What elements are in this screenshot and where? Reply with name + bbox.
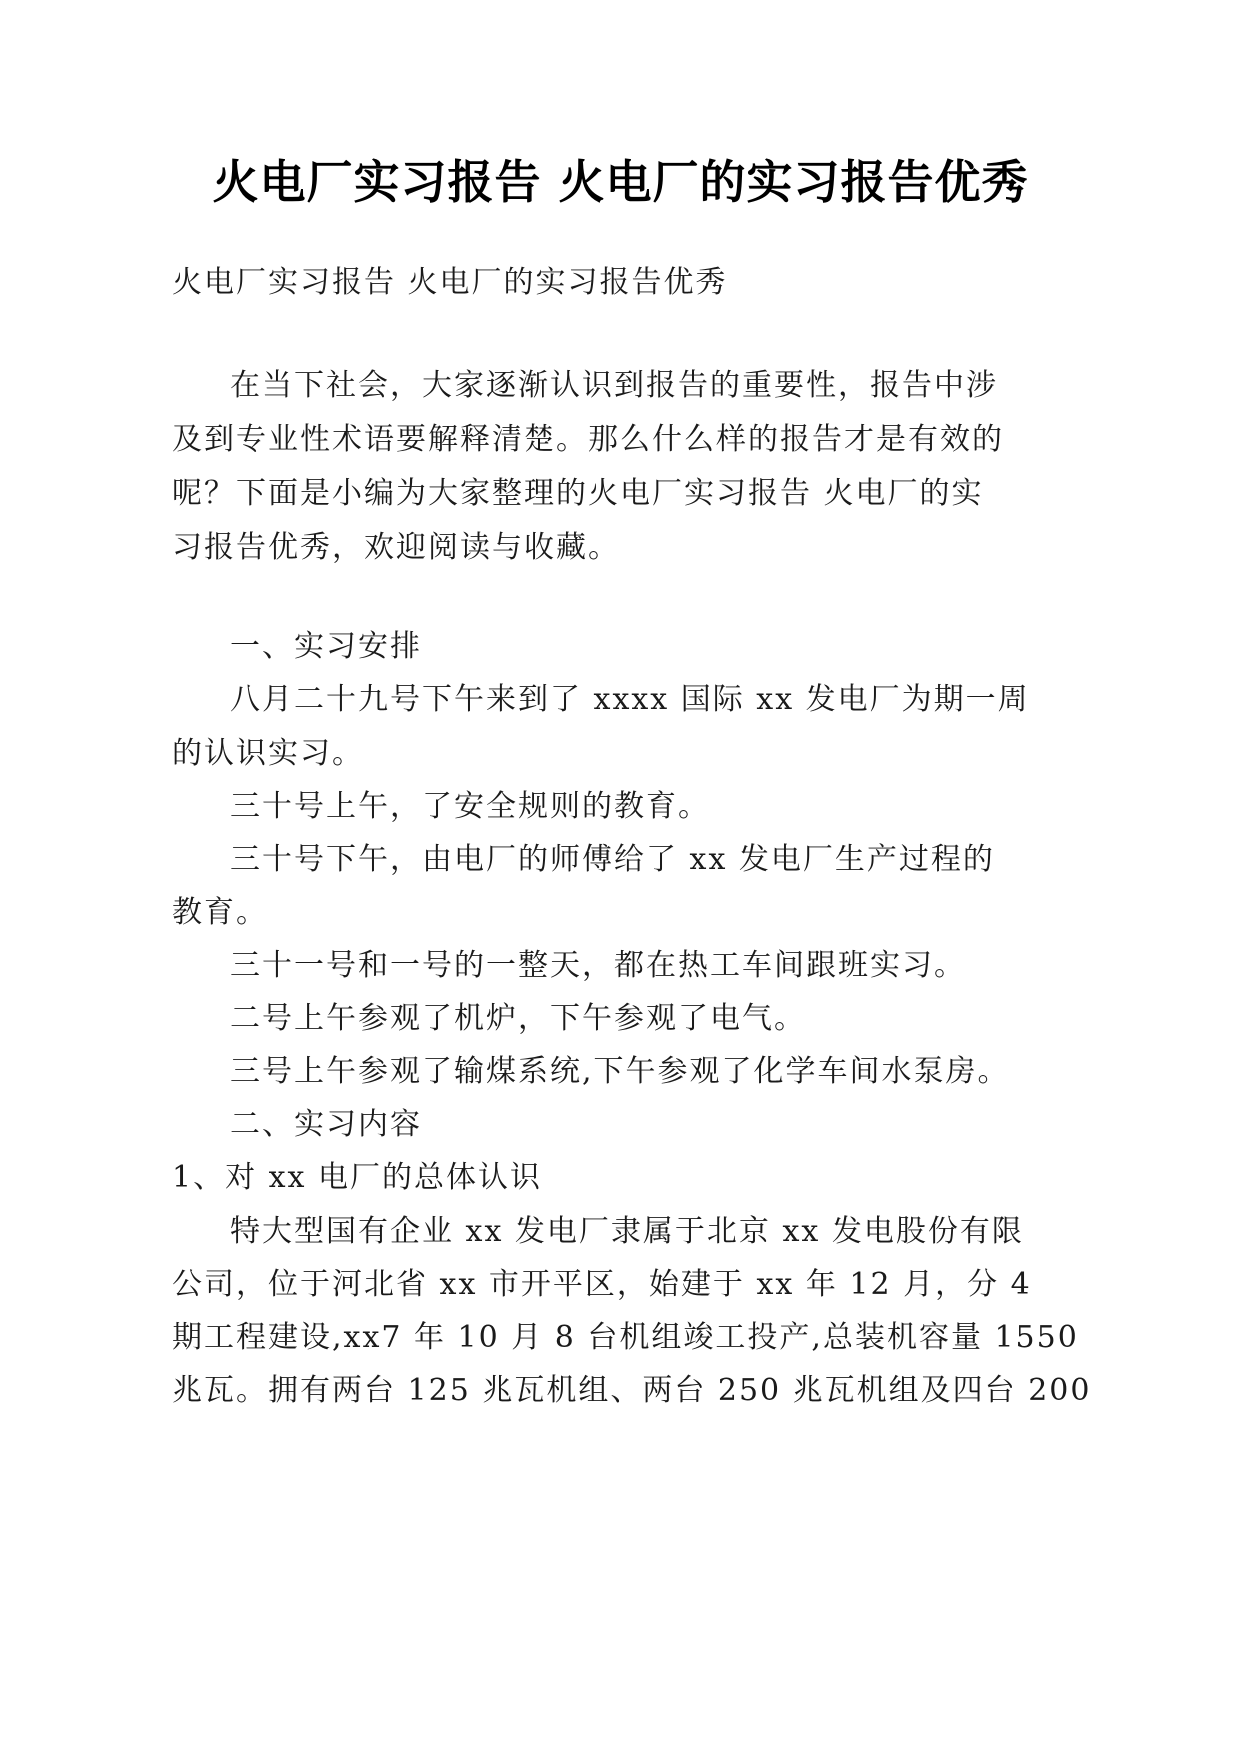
document-title: 火电厂实习报告 火电厂的实习报告优秀 — [212, 155, 1029, 209]
section1-p1-line1: 八月二十九号下午来到了 xxxx 国际 xx 发电厂为期一周 — [230, 682, 1030, 717]
intro-line-4: 习报告优秀，欢迎阅读与收藏。 — [172, 530, 620, 565]
section1-p2: 三十号上午，了安全规则的教育。 — [230, 789, 710, 824]
section1-p6: 三号上午参观了输煤系统,下午参观了化学车间水泵房。 — [230, 1054, 1010, 1089]
section1-heading: 一、实习安排 — [230, 629, 422, 664]
intro-line-1: 在当下社会，大家逐渐认识到报告的重要性，报告中涉 — [230, 368, 998, 403]
section2-p1-line4: 兆瓦。拥有两台 125 兆瓦机组、两台 250 兆瓦机组及四台 200 — [172, 1373, 1092, 1408]
section1-p1-line2: 的认识实习。 — [172, 736, 364, 771]
section1-p4: 三十一号和一号的一整天，都在热工车间跟班实习。 — [230, 948, 966, 983]
intro-line-3: 呢？下面是小编为大家整理的火电厂实习报告 火电厂的实 — [172, 476, 984, 511]
section1-p3-line2: 教育。 — [172, 895, 268, 930]
section2-sub1: 1、对 xx 电厂的总体认识 — [172, 1160, 542, 1195]
document-subtitle: 火电厂实习报告 火电厂的实习报告优秀 — [172, 265, 728, 300]
intro-line-2: 及到专业性术语要解释清楚。那么什么样的报告才是有效的 — [172, 422, 1004, 457]
section1-p3-line1: 三十号下午，由电厂的师傅给了 xx 发电厂生产过程的 — [230, 842, 995, 877]
section2-p1-line2: 公司，位于河北省 xx 市开平区，始建于 xx 年 12 月，分 4 — [172, 1267, 1032, 1302]
section2-p1-line1: 特大型国有企业 xx 发电厂隶属于北京 xx 发电股份有限 — [230, 1214, 1024, 1249]
section1-p5: 二号上午参观了机炉，下午参观了电气。 — [230, 1001, 806, 1036]
section2-p1-line3: 期工程建设,xx7 年 10 月 8 台机组竣工投产,总装机容量 1550 — [172, 1320, 1079, 1355]
section2-heading: 二、实习内容 — [230, 1107, 422, 1142]
